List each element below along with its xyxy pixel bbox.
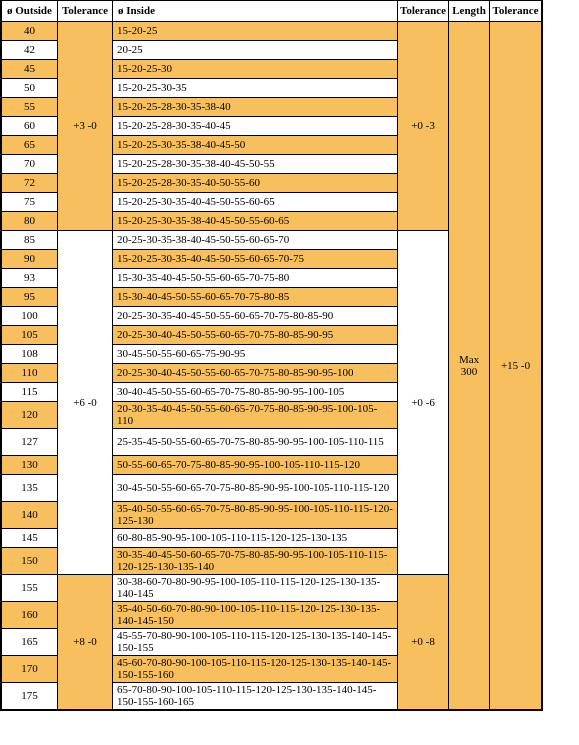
inside-diameter-cell: 20-25 <box>113 41 397 60</box>
outside-diameter-cell: 155 <box>2 575 57 602</box>
outside-diameter-cell: 135 <box>2 475 57 502</box>
length-tolerance-cell: +15 -0 <box>490 22 541 710</box>
outside-diameter-cell: 170 <box>2 656 57 683</box>
inside-diameter-cell: 45-55-70-80-90-100-105-110-115-120-125-130-135-140-145-150-155 <box>113 629 397 656</box>
outside-tolerance-cell: +3 -0 <box>58 22 112 231</box>
outside-tolerance-cell: +8 -0 <box>58 575 112 710</box>
header-length: Length <box>449 1 489 22</box>
outside-diameter-cell: 140 <box>2 502 57 529</box>
outside-diameter-cell: 165 <box>2 629 57 656</box>
outside-diameter-cell: 50 <box>2 79 57 98</box>
outside-diameter-cell: 80 <box>2 212 57 231</box>
length-cell <box>449 22 489 710</box>
outside-diameter-cell: 105 <box>2 326 57 345</box>
header-inside-diameter: ø Inside <box>113 1 397 22</box>
outside-diameter-cell: 45 <box>2 60 57 79</box>
header-outside-diameter: ø Outside <box>2 1 57 22</box>
inside-diameter-cell: 25-35-45-50-55-60-65-70-75-80-85-90-95-100-105-110-115 <box>113 429 397 456</box>
inside-diameter-cell: 20-25-30-40-45-50-55-60-65-70-75-80-85-90-95-100 <box>113 364 397 383</box>
outside-diameter-cell: 75 <box>2 193 57 212</box>
outside-diameter-cell: 115 <box>2 383 57 402</box>
inside-diameter-cell: 60-80-85-90-95-100-105-110-115-120-125-130-135 <box>113 529 397 548</box>
inside-diameter-cell: 30-40-45-50-55-60-65-70-75-80-85-90-95-100-105 <box>113 383 397 402</box>
outside-diameter-cell: 130 <box>2 456 57 475</box>
inside-tolerance-cell: +0 -6 <box>398 231 448 575</box>
outside-diameter-cell: 145 <box>2 529 57 548</box>
outside-diameter-cell: 95 <box>2 288 57 307</box>
inside-diameter-cell: 15-20-25-30-35 <box>113 79 397 98</box>
inside-diameter-cell: 15-20-25-28-30-35-40-50-55-60 <box>113 174 397 193</box>
inside-tolerance-cell: +0 -3 <box>398 22 448 231</box>
outside-diameter-cell: 90 <box>2 250 57 269</box>
outside-diameter-cell: 85 <box>2 231 57 250</box>
inside-diameter-cell: 20-25-30-35-38-40-45-50-55-60-65-70 <box>113 231 397 250</box>
header-outside-tolerance: Tolerance <box>58 1 112 22</box>
inside-diameter-cell: 15-30-40-45-50-55-60-65-70-75-80-85 <box>113 288 397 307</box>
inside-diameter-cell: 45-60-70-80-90-100-105-110-115-120-125-130-135-140-145-150-155-160 <box>113 656 397 683</box>
header-inside-tolerance: Tolerance <box>398 1 448 22</box>
inside-diameter-cell: 15-20-25-30-35-38-40-45-50-55-60-65 <box>113 212 397 231</box>
inside-diameter-cell: 20-25-30-35-40-45-50-55-60-65-70-75-80-85-90 <box>113 307 397 326</box>
inside-diameter-cell: 35-40-50-60-70-80-90-100-105-110-115-120-125-130-135-140-145-150 <box>113 602 397 629</box>
inside-diameter-cell: 30-45-50-55-60-65-70-75-80-85-90-95-100-105-110-115-120 <box>113 475 397 502</box>
inside-diameter-cell: 15-20-25-30-35-40-45-50-55-60-65 <box>113 193 397 212</box>
outside-diameter-cell: 175 <box>2 683 57 710</box>
inside-diameter-cell: 30-45-50-55-60-65-75-90-95 <box>113 345 397 364</box>
outside-diameter-cell: 108 <box>2 345 57 364</box>
inside-diameter-cell: 15-20-25-30-35-38-40-45-50 <box>113 136 397 155</box>
inside-diameter-cell: 35-40-50-55-60-65-70-75-80-85-90-95-100-105-110-115-120-125-130 <box>113 502 397 529</box>
inside-diameter-cell: 65-70-80-90-100-105-110-115-120-125-130-135-140-145-150-155-160-165 <box>113 683 397 710</box>
inside-diameter-cell: 30-38-60-70-80-90-95-100-105-110-115-120-125-130-135-140-145 <box>113 575 397 602</box>
inside-diameter-cell: 15-20-25-28-30-35-38-40-45-50-55 <box>113 155 397 174</box>
inside-diameter-cell: 20-25-30-40-45-50-55-60-65-70-75-80-85-90-95 <box>113 326 397 345</box>
inside-diameter-cell: 15-20-25 <box>113 22 397 41</box>
inside-diameter-cell: 30-35-40-45-50-60-65-70-75-80-85-90-95-100-105-110-115-120-125-130-135-140 <box>113 548 397 575</box>
outside-diameter-cell: 72 <box>2 174 57 193</box>
inside-diameter-cell: 15-20-25-30-35-40-45-50-55-60-65-70-75 <box>113 250 397 269</box>
header-length-tolerance: Tolerance <box>490 1 541 22</box>
inside-diameter-cell: 15-20-25-30 <box>113 60 397 79</box>
outside-diameter-cell: 93 <box>2 269 57 288</box>
outside-diameter-cell: 55 <box>2 98 57 117</box>
outside-diameter-cell: 127 <box>2 429 57 456</box>
inside-diameter-cell: 20-30-35-40-45-50-55-60-65-70-75-80-85-90-95-100-105-110 <box>113 402 397 429</box>
header-row <box>2 1 541 22</box>
outside-diameter-cell: 40 <box>2 22 57 41</box>
outside-tolerance-cell: +6 -0 <box>58 231 112 575</box>
outside-diameter-cell: 160 <box>2 602 57 629</box>
inside-diameter-cell: 50-55-60-65-70-75-80-85-90-95-100-105-110-115-120 <box>113 456 397 475</box>
outside-diameter-cell: 42 <box>2 41 57 60</box>
inside-diameter-cell: 15-30-35-40-45-50-55-60-65-70-75-80 <box>113 269 397 288</box>
outside-diameter-cell: 65 <box>2 136 57 155</box>
outside-diameter-cell: 70 <box>2 155 57 174</box>
outside-diameter-cell: 60 <box>2 117 57 136</box>
outside-diameter-cell: 100 <box>2 307 57 326</box>
outside-diameter-cell: 150 <box>2 548 57 575</box>
inside-tolerance-cell: +0 -8 <box>398 575 448 710</box>
outside-diameter-cell: 120 <box>2 402 57 429</box>
table-row <box>2 22 541 41</box>
inside-diameter-cell: 15-20-25-28-30-35-38-40 <box>113 98 397 117</box>
inside-diameter-cell: 15-20-25-28-30-35-40-45 <box>113 117 397 136</box>
length-value: Max 300 <box>458 353 480 378</box>
outside-diameter-cell: 110 <box>2 364 57 383</box>
